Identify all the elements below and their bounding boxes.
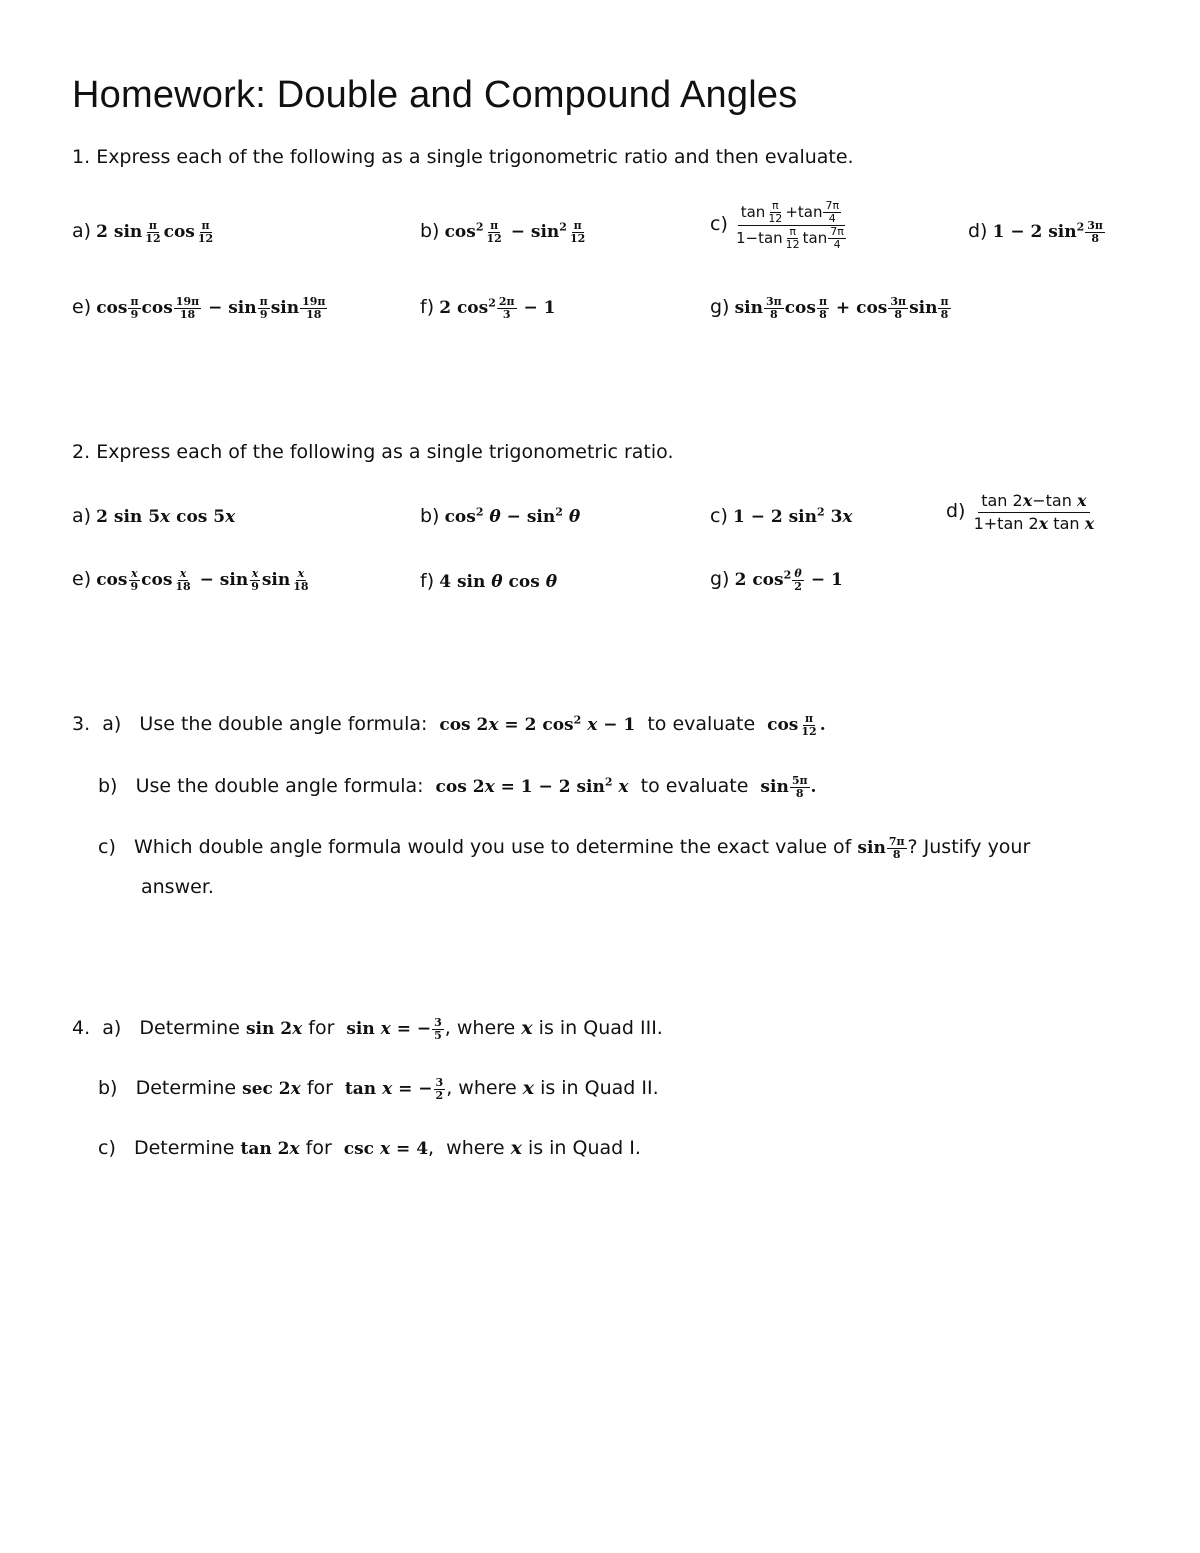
q3-number: 3. [72,713,91,735]
q1-number: 1. [72,146,91,168]
q1-expr-c: tan $\frac{\pi}{12}$ +tan $\frac{7\pi}{4}$ 1−tan $\frac{\pi}{12}$ tan $\frac{7\pi}{4}$ [735,199,844,251]
q4-b-quad: is in Quad II. [540,1077,659,1099]
q1-prompt [72,146,854,168]
q4-b-where: where [458,1077,517,1099]
q1-expr-g: sin $\frac{3\pi}{8}$ cos $\frac{\pi}{8}$ + cos $\frac{3\pi}{8}$ sin $\frac{\pi}{8}$ [734,295,949,321]
q1-item-g [710,296,952,321]
q2-item-d [946,490,1097,535]
q3-a-label: a) [102,713,122,735]
q3-b-target: sin $\frac{5\pi}{8}$ . [754,774,817,800]
q1-expr-b: $\cos^2$ $\frac{\pi}{12}$ − $\sin^2$ $\frac{\pi}{12}$ [444,219,586,245]
q2-number: 2. [72,441,91,463]
q3-c-target: sin $\frac{7\pi}{8}$ [857,835,905,861]
q2-label-e: e) [72,568,92,590]
q1-label-f: f) [420,296,435,318]
page-title: Homework: Double and Compound Angles [72,74,798,116]
q2-expr-f: 4 sin θ cos θ [439,572,558,592]
q1-label-g: g) [710,296,730,318]
q3-c-text: Which double angle formula would you use to determine the exact value of [133,836,852,858]
q1-item-f [420,296,556,321]
q2-expr-c: 1 − 2 $\sin^2 3x$ [732,505,853,527]
q4-c-label: c) [98,1137,116,1159]
q2-label-f: f) [420,570,435,592]
q1-expr-d: 1 − 2 $\sin^2$ $\frac{3\pi}{8}$ [992,219,1103,245]
q4-c-given: csc x = 4 [337,1139,429,1159]
q2-label-b: b) [420,505,440,527]
q1-expr-a: 2 sin $\frac{\pi}{12}$ cos $\frac{\pi}{12}$ [96,219,214,245]
q2-label-c: c) [710,505,728,527]
q2-expr-d: $\frac{\text{tan 2x−tan x}}{\text{1+tan 2x tan x}}$ [973,491,1095,533]
q4-a-text: Determine [139,1017,240,1039]
q2-expr-g: 2 $\cos^2$ $\frac{\theta}{2}$ − 1 [734,567,843,593]
q1-item-d [968,220,1106,245]
q2-expr-e: cos $\frac{x}{9}$ cos $\frac{x}{18}$ − sin $\frac{x}{9}$ sin $\frac{x}{18}$ [96,567,309,593]
q2-item-g [710,568,843,593]
q2-expr-a: 2 sin 5x cos 5x [96,507,236,527]
q4-a-quad: is in Quad III. [538,1017,663,1039]
q4-b-given: tan x = − $\frac{3}{2}$ [338,1076,444,1102]
q3-a-text: Use the double angle formula: [139,713,428,735]
q4-c-target: tan 2x [240,1139,300,1159]
q3-b-formula: cos 2x = 1 − 2 $\sin^2 x$ [429,775,629,797]
q1-label-b: b) [420,220,440,242]
q4-b-var: x [522,1077,535,1099]
q1-item-a [72,220,216,245]
q2-item-a [72,505,235,527]
q4-a-given: sin x = − $\frac{3}{5}$ [340,1016,442,1042]
q2-label-d: d) [946,500,966,522]
q2-item-f [420,570,557,592]
q4-c-text: Determine [133,1137,235,1159]
q4-c-var: x [510,1137,522,1159]
q2-prompt [72,441,674,463]
q2-label-g: g) [710,568,730,590]
q2-item-b [420,505,580,527]
q3-c-line2: answer. [141,876,214,898]
q4-number: 4. [72,1017,91,1039]
q4-b-label: b) [98,1077,118,1099]
q2-item-c [710,505,853,527]
q4-c-quad: is in Quad I. [527,1137,641,1159]
q1-item-c [710,200,850,251]
q4-c-where: where [446,1137,505,1159]
q3-a-formula: cos 2x = 2 $\cos^2 x - 1$ [433,713,636,735]
q1-expr-f: 2 $\cos^2$ $\frac{2\pi}{3}$ − 1 [439,295,556,321]
q3-a-mid: to evaluate [647,713,756,735]
q3-b [98,775,816,800]
q4-b-for: for [306,1077,333,1099]
q4-b: b) Determine sec 2x for tan x = − $\frac{3}{2}$ , where x is in Quad II. [98,1076,659,1102]
q3-a-target: cos $\frac{\pi}{12}$ . [761,712,826,738]
q2-item-e [72,568,312,593]
q2-prompt-text: Express each of the following as a single trigonometric ratio. [96,441,674,463]
q4-a-var: x [521,1017,533,1039]
q3-b-mid: to evaluate [640,775,749,797]
q4-c-for: for [305,1137,332,1159]
q1-item-b [420,220,588,245]
q1-label-d: d) [968,220,988,242]
q3-c-end: ? Justify your [907,836,1031,858]
q4-a: 4. a) Determine sin 2x for sin x = − $\frac{3}{5}$ , where x is in Quad III. [72,1016,663,1042]
q4-c: c) Determine tan 2x for csc x = 4, where x is in Quad I. [98,1137,641,1159]
q4-a-where: where [456,1017,516,1039]
q4-a-target: sin 2x [245,1019,303,1039]
q1-prompt-text: Express each of the following as a single trigonometric ratio and then evaluate. [96,146,854,168]
q4-b-target: sec 2x [242,1079,301,1099]
q3-c-label: c) [98,836,116,858]
q2-expr-b: $\cos^2 \theta - \sin^2 \theta$ [444,505,581,527]
q1-item-e [72,296,328,321]
q3-c [98,836,1030,861]
q1-expr-e: cos $\frac{\pi}{9}$ cos $\frac{19\pi}{18}$ − sin $\frac{\pi}{9}$ sin $\frac{19\pi}{18}$ [96,295,326,321]
q4-b-text: Determine [135,1077,237,1099]
q4-a-for: for [308,1017,335,1039]
q3-b-text: Use the double angle formula: [135,775,424,797]
q1-label-e: e) [72,296,92,318]
q1-label-c: c) [710,213,728,235]
q4-a-label: a) [102,1017,122,1039]
q1-label-a: a) [72,220,92,242]
q3-a [72,713,826,738]
q3-b-label: b) [98,775,118,797]
q2-label-a: a) [72,505,92,527]
